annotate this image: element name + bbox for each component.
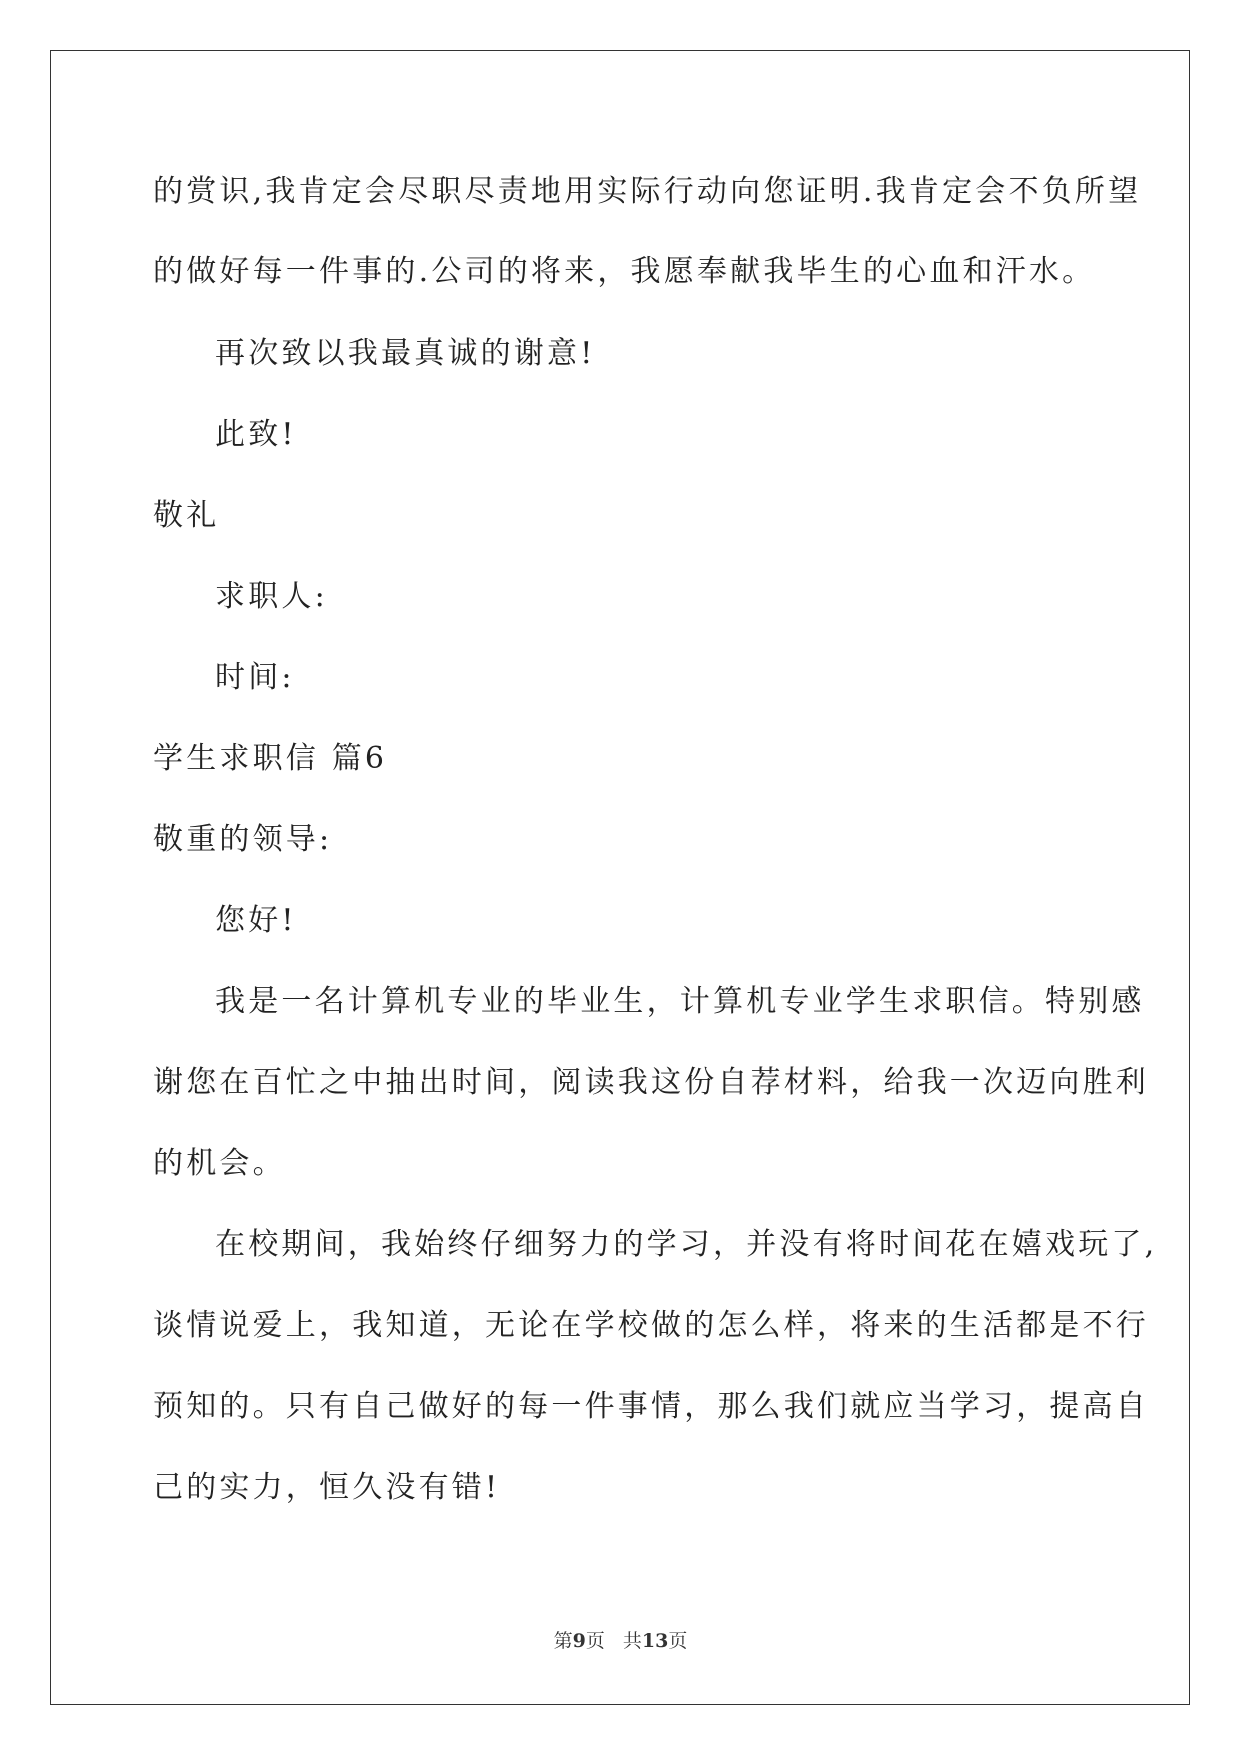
letter-hello: 您好!: [215, 903, 297, 938]
page-border: [50, 50, 1190, 1705]
body-line-5: 的机会。: [153, 1146, 286, 1181]
body-line-7: 谈情说爱上，我知道，无论在学校做的怎么样，将来的生活都是不行: [153, 1308, 1149, 1343]
date-label: 时间:: [215, 660, 295, 695]
body-line-3: 我是一名计算机专业的毕业生，计算机专业学生求职信。特别感: [215, 984, 1145, 1019]
page-number: 9: [572, 1630, 586, 1652]
closing-salutation: 此致!: [215, 417, 297, 452]
total-pages: 13: [641, 1630, 669, 1652]
total-prefix: 共: [622, 1630, 642, 1652]
body-line-9: 己的实力，恒久没有错!: [153, 1470, 501, 1505]
total-suffix: 页: [668, 1630, 688, 1652]
page-suffix: 页: [585, 1630, 605, 1652]
page-footer: [0, 1628, 1241, 1654]
applicant-label: 求职人:: [215, 579, 328, 614]
letter-greeting: 敬重的领导:: [153, 822, 333, 857]
closing-thanks: 再次致以我最真诚的谢意!: [215, 336, 596, 371]
page-prefix: 第: [553, 1630, 573, 1652]
body-line-2: 的做好每一件事的.公司的将来，我愿奉献我毕生的心血和汗水。: [153, 254, 1096, 289]
body-line-6: 在校期间，我始终仔细努力的学习，并没有将时间花在嬉戏玩了,: [215, 1227, 1158, 1262]
section-heading: 学生求职信 篇6: [153, 741, 388, 776]
closing-respect: 敬礼: [153, 498, 220, 533]
body-line-4: 谢您在百忙之中抽出时间，阅读我这份自荐材料，给我一次迈向胜利: [153, 1065, 1149, 1100]
body-line-1: 的赏识,我肯定会尽职尽责地用实际行动向您证明.我肯定会不负所望: [153, 174, 1142, 209]
body-line-8: 预知的。只有自己做好的每一件事情，那么我们就应当学习，提高自: [153, 1389, 1149, 1424]
